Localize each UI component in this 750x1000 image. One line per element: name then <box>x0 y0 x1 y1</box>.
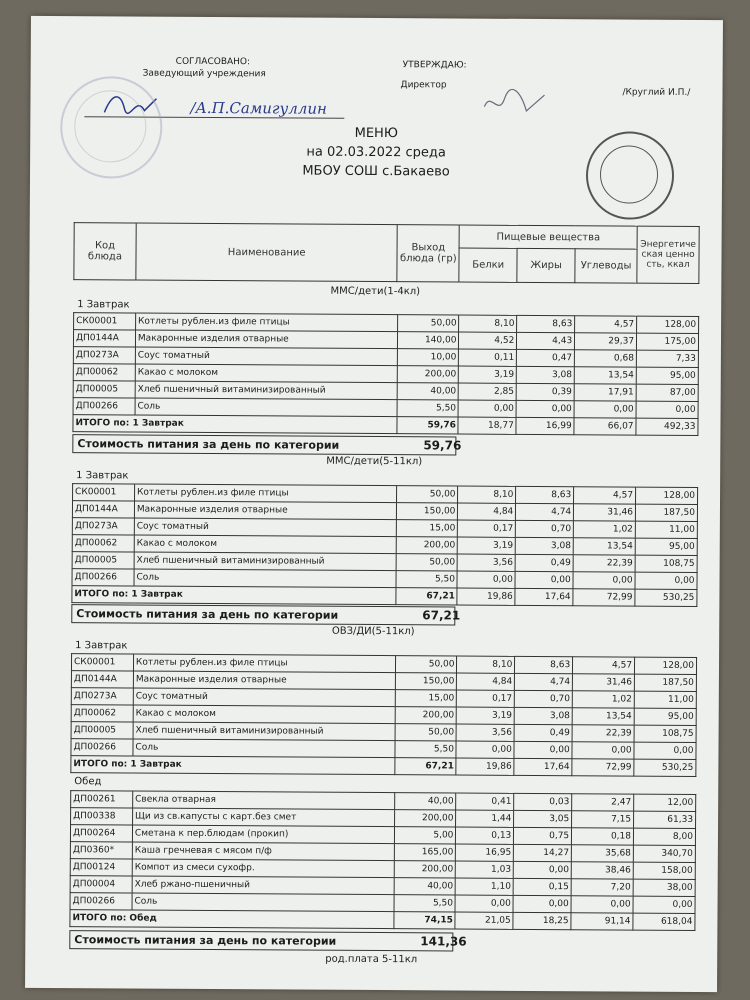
table-cell: ИТОГО по: Обед <box>70 910 394 929</box>
table-cell: Какао с молоком <box>133 705 395 724</box>
table-cell: 3,08 <box>515 707 573 724</box>
cost-label: Стоимость питания за день по категории <box>74 933 337 948</box>
table-cell: Щи из св.капусты с карт.без смет <box>132 808 394 827</box>
table-cell: 200,00 <box>396 537 458 554</box>
cost-row <box>72 434 462 455</box>
table-cell: 8,10 <box>457 656 515 673</box>
cost-label: Стоимость питания за день по категории <box>76 607 339 622</box>
table-cell: 50,00 <box>397 315 459 332</box>
agreed-label: СОГЛАСОВАНО: <box>175 56 251 68</box>
table-cell: ДП00005 <box>71 722 133 739</box>
table-cell: 8,63 <box>515 656 573 673</box>
table-cell: ДП0360* <box>70 842 132 859</box>
meal-title: 1 Завтрак <box>77 299 130 311</box>
table-cell: 4,74 <box>516 503 574 520</box>
table-cell: 38,46 <box>571 862 633 879</box>
table-cell: 50,00 <box>396 486 458 503</box>
table-cell: 0,49 <box>515 554 573 571</box>
table-cell: 50,00 <box>395 724 457 741</box>
table-cell: 340,70 <box>633 845 695 862</box>
table-cell: 19,86 <box>457 588 515 605</box>
table-cell: 0,00 <box>514 861 572 878</box>
table-cell: 0,00 <box>636 401 698 418</box>
table-cell: ИТОГО по: 1 Завтрак <box>72 586 396 605</box>
menu-title: МЕНЮ <box>354 125 398 142</box>
table-cell: ДП00266 <box>73 398 135 415</box>
table-cell: Каша гречневая с мясом п/ф <box>132 842 394 861</box>
table-cell: Котлеты рублен.из филе птицы <box>134 484 396 503</box>
table-cell: ДП0144А <box>73 330 135 347</box>
table-cell: ДП00004 <box>70 876 132 893</box>
table-cell: 0,00 <box>459 400 517 417</box>
table-cell: 4,52 <box>459 332 517 349</box>
table-cell: 140,00 <box>397 332 459 349</box>
table-cell: 1,02 <box>572 691 634 708</box>
col-name: Наименование <box>136 223 398 282</box>
cost-value: 67,21 <box>422 608 461 623</box>
table-cell: 5,50 <box>396 571 458 588</box>
table-cell: 95,00 <box>636 367 698 384</box>
table-cell: 4,57 <box>573 657 635 674</box>
table-cell: 150,00 <box>395 673 457 690</box>
table-cell: 5,50 <box>394 895 456 912</box>
col-nutrients: Пищевые вещества <box>459 225 637 249</box>
col-fats: Жиры <box>517 249 575 283</box>
table-cell: 108,75 <box>635 555 697 572</box>
table-cell: Соль <box>134 569 396 588</box>
table-cell: СК00001 <box>71 654 133 671</box>
table-cell: 0,00 <box>455 895 513 912</box>
table-cell: 8,10 <box>458 486 516 503</box>
table-cell: 165,00 <box>394 844 456 861</box>
table-cell: Соус томатный <box>134 518 396 537</box>
table-cell: ДП00005 <box>72 552 134 569</box>
table-cell: 17,64 <box>515 588 573 605</box>
category-title: ММС/дети(1-4кл) <box>330 285 421 298</box>
head-title: Заведующий учреждения <box>142 68 266 80</box>
table-cell: 3,08 <box>516 537 574 554</box>
table-cell: 12,00 <box>634 794 696 811</box>
table-cell: 4,43 <box>517 332 575 349</box>
table-cell: Соус томатный <box>135 347 397 366</box>
table-cell: ДП0273А <box>73 347 135 364</box>
table-cell: Соус томатный <box>133 688 395 707</box>
director-name: /Круглий И.П./ <box>622 87 691 98</box>
table-cell: 0,00 <box>572 742 634 759</box>
table-cell: 29,37 <box>575 333 637 350</box>
table-cell: 11,00 <box>635 521 697 538</box>
table-cell: ДП00338 <box>71 808 133 825</box>
table-cell: 530,25 <box>634 759 696 776</box>
table-cell: 187,50 <box>635 504 697 521</box>
table-cell: 618,04 <box>633 913 695 930</box>
table-cell: 530,25 <box>635 589 697 606</box>
table-cell: Хлеб пшеничный витаминизированный <box>133 722 395 741</box>
table-cell: 0,00 <box>513 895 571 912</box>
table-cell: 492,33 <box>636 418 698 435</box>
table-cell: 17,64 <box>514 758 572 775</box>
table-cell: ДП00266 <box>70 893 132 910</box>
total-row <box>71 756 696 777</box>
table-cell: 0,13 <box>456 827 514 844</box>
table-cell: 150,00 <box>396 503 458 520</box>
table-cell: ИТОГО по: 1 Завтрак <box>73 415 397 434</box>
table-cell: 4,84 <box>458 503 516 520</box>
table-cell: 4,84 <box>457 673 515 690</box>
table-cell: 0,00 <box>514 741 572 758</box>
menu-table <box>71 483 698 607</box>
table-cell: 59,76 <box>397 417 459 434</box>
table-cell: ДП00005 <box>73 381 135 398</box>
table-cell: 3,19 <box>457 707 515 724</box>
table-cell: 2,85 <box>459 383 517 400</box>
table-cell: 3,08 <box>517 366 575 383</box>
table-cell: 13,54 <box>574 367 636 384</box>
table-cell: 0,70 <box>516 520 574 537</box>
menu-table-header <box>73 222 699 284</box>
table-cell: 14,27 <box>514 844 572 861</box>
table-cell: ДП0144А <box>71 671 133 688</box>
director-signature-icon <box>480 87 550 121</box>
table-cell: ДП00266 <box>71 739 133 756</box>
table-cell: 0,17 <box>458 520 516 537</box>
table-cell: 0,00 <box>634 742 696 759</box>
table-cell: 31,46 <box>574 504 636 521</box>
table-cell: 0,00 <box>573 572 635 589</box>
table-cell: 16,99 <box>516 417 574 434</box>
table-cell: ДП00266 <box>72 569 134 586</box>
table-cell: 3,19 <box>459 366 517 383</box>
table-cell: 0,11 <box>459 349 517 366</box>
table-cell: 128,00 <box>635 657 697 674</box>
table-cell: 18,25 <box>513 912 571 929</box>
table-cell: 40,00 <box>394 878 456 895</box>
table-cell: 0,18 <box>572 828 634 845</box>
table-cell: 200,00 <box>397 366 459 383</box>
col-proteins: Белки <box>459 248 517 282</box>
table-cell: 128,00 <box>637 316 699 333</box>
table-cell: 200,00 <box>395 707 457 724</box>
table-cell: ДП0273А <box>72 518 134 535</box>
table-cell: 1,02 <box>574 521 636 538</box>
total-row <box>73 415 698 436</box>
menu-date: на 02.03.2022 среда <box>306 144 446 161</box>
table-cell: 0,00 <box>571 896 633 913</box>
meal-title: 1 Завтрак <box>75 640 128 652</box>
table-cell: 19,86 <box>456 758 514 775</box>
table-cell: 0,39 <box>516 383 574 400</box>
table-cell: 4,74 <box>515 673 573 690</box>
table-cell: 1,03 <box>456 861 514 878</box>
table-cell: 67,21 <box>394 758 456 775</box>
table-cell: 3,19 <box>458 537 516 554</box>
table-cell: 0,00 <box>515 571 573 588</box>
table-cell: Хлеб пшеничный витаминизированный <box>134 552 396 571</box>
table-cell: 0,00 <box>456 741 514 758</box>
table-cell: Хлеб пшеничный витаминизированный <box>135 381 397 400</box>
table-cell: Компот из смеси сухофр. <box>132 859 394 878</box>
cost-row <box>69 930 467 951</box>
table-cell: 0,00 <box>574 401 636 418</box>
table-cell: 108,75 <box>634 725 696 742</box>
table-cell: 66,07 <box>574 418 636 435</box>
table-cell: 18,77 <box>458 417 516 434</box>
meal-title: 1 Завтрак <box>76 470 129 482</box>
total-row <box>70 910 695 931</box>
table-cell: ДП00062 <box>71 705 133 722</box>
table-cell: 0,41 <box>456 793 514 810</box>
table-cell: Сметана к пер.блюдам (прокип) <box>132 825 394 844</box>
cost-value: 59,76 <box>423 438 462 453</box>
table-cell: ДП00261 <box>71 791 133 808</box>
table-cell: СК00001 <box>74 313 136 330</box>
menu-table <box>70 653 697 777</box>
table-cell: 7,15 <box>572 811 634 828</box>
table-cell: 200,00 <box>394 861 456 878</box>
director-label: Директор <box>400 80 447 91</box>
table-cell: 0,47 <box>517 349 575 366</box>
table-cell: 0,15 <box>513 878 571 895</box>
table-cell: 95,00 <box>634 708 696 725</box>
table-cell: 1,10 <box>456 878 514 895</box>
table-cell: 187,50 <box>634 674 696 691</box>
table-cell: 15,00 <box>396 520 458 537</box>
table-cell: ДП00124 <box>70 859 132 876</box>
table-cell: 200,00 <box>394 810 456 827</box>
table-cell: ДП0273А <box>71 688 133 705</box>
table-cell: 0,75 <box>514 827 572 844</box>
table-cell: 8,10 <box>459 315 517 332</box>
table-cell: 74,15 <box>393 912 455 929</box>
table-cell: Макаронные изделия отварные <box>135 330 397 349</box>
table-cell: 16,95 <box>456 844 514 861</box>
table-cell: ДП00062 <box>73 364 135 381</box>
table-cell: 4,57 <box>575 316 637 333</box>
cost-label: Стоимость питания за день по категории <box>77 437 340 452</box>
table-cell: 1,44 <box>456 810 514 827</box>
col-output: Выход блюда (гр) <box>397 225 459 282</box>
table-cell: Котлеты рублен.из филе птицы <box>133 654 395 673</box>
table-cell: 38,00 <box>633 879 695 896</box>
table-cell: 22,39 <box>572 725 634 742</box>
table-cell: 3,56 <box>457 724 515 741</box>
table-cell: ДП0144А <box>72 501 134 518</box>
col-code: Код блюда <box>74 223 136 280</box>
table-cell: Соль <box>135 398 397 417</box>
table-cell: 50,00 <box>396 554 458 571</box>
table-cell: Какао с молоком <box>135 364 397 383</box>
table-cell: 11,00 <box>634 691 696 708</box>
table-cell: Хлеб ржано-пшеничный <box>132 876 394 895</box>
table-cell: 4,57 <box>574 487 636 504</box>
table-cell: 2,47 <box>572 794 634 811</box>
table-cell: Макаронные изделия отварные <box>133 671 395 690</box>
table-cell: 0,17 <box>457 690 515 707</box>
table-cell: 91,14 <box>571 913 633 930</box>
table-cell: 5,50 <box>397 400 459 417</box>
table-cell: 22,39 <box>573 555 635 572</box>
table-cell: 5,00 <box>394 827 456 844</box>
table-cell: 15,00 <box>395 690 457 707</box>
table-cell: 8,00 <box>633 828 695 845</box>
menu-document <box>25 16 723 992</box>
signature-right <box>480 87 550 125</box>
table-cell: 13,54 <box>572 708 634 725</box>
table-cell: СК00001 <box>73 484 135 501</box>
cost-row <box>71 604 461 625</box>
table-cell: 40,00 <box>397 383 459 400</box>
table-cell: 95,00 <box>635 538 697 555</box>
table-cell: Какао с молоком <box>134 535 396 554</box>
cost-value: 141,36 <box>420 934 467 949</box>
table-cell: 8,63 <box>516 486 574 503</box>
table-cell: 7,20 <box>571 879 633 896</box>
table-cell: ДП00264 <box>70 825 132 842</box>
table-cell: 0,00 <box>633 896 695 913</box>
table-cell: 0,70 <box>515 690 573 707</box>
school-name: МБОУ СОШ с.Бакаево <box>302 163 450 180</box>
table-cell: 0,68 <box>575 350 637 367</box>
table-cell: Свекла отварная <box>133 791 395 810</box>
col-energy: Энергетическая ценность, ккал <box>637 226 699 283</box>
table-cell: Макаронные изделия отварные <box>134 501 396 520</box>
table-cell: Соль <box>132 893 394 912</box>
table-cell: 31,46 <box>573 674 635 691</box>
table-cell: 3,56 <box>458 554 516 571</box>
table-cell: 175,00 <box>637 333 699 350</box>
table-cell: ДП00062 <box>72 535 134 552</box>
menu-table <box>69 790 696 931</box>
table-cell: 0,03 <box>514 793 572 810</box>
category-title: ОВЗ/ДИ(5-11кл) <box>331 625 415 638</box>
table-cell: 21,05 <box>455 912 513 929</box>
table-cell: 61,33 <box>634 811 696 828</box>
table-cell: 0,00 <box>635 572 697 589</box>
table-cell: 0,00 <box>516 400 574 417</box>
table-cell: Котлеты рублен.из филе птицы <box>135 313 397 332</box>
table-cell: 40,00 <box>394 793 456 810</box>
table-cell: 8,63 <box>517 315 575 332</box>
table-cell: 0,00 <box>457 571 515 588</box>
table-cell: 128,00 <box>636 487 698 504</box>
table-cell: 3,05 <box>514 810 572 827</box>
table-cell: Соль <box>133 739 395 758</box>
table-cell: 72,99 <box>573 589 635 606</box>
table-cell: 7,33 <box>636 350 698 367</box>
table-cell: 0,49 <box>514 724 572 741</box>
table-cell: 10,00 <box>397 349 459 366</box>
table-cell: 50,00 <box>395 656 457 673</box>
approve-label: УТВЕРЖДАЮ: <box>402 60 467 71</box>
table-cell: 35,68 <box>572 845 634 862</box>
menu-table <box>72 312 699 436</box>
col-carbs: Углеводы <box>575 249 637 283</box>
table-cell: 87,00 <box>636 384 698 401</box>
category-title: ММС/дети(5-11кл) <box>326 455 423 468</box>
table-cell: 72,99 <box>572 759 634 776</box>
table-cell: ИТОГО по: 1 Завтрак <box>71 756 395 775</box>
table-cell: 5,50 <box>395 741 457 758</box>
agreed-name: /А.П.Самигуллин <box>190 98 327 118</box>
table-cell: 67,21 <box>395 588 457 605</box>
total-row <box>72 586 697 607</box>
table-cell: 17,91 <box>574 384 636 401</box>
meal-title: Обед <box>74 776 102 788</box>
table-cell: 13,54 <box>573 538 635 555</box>
table-cell: 158,00 <box>633 862 695 879</box>
footer-note: род.плата 5-11кл <box>325 953 418 966</box>
